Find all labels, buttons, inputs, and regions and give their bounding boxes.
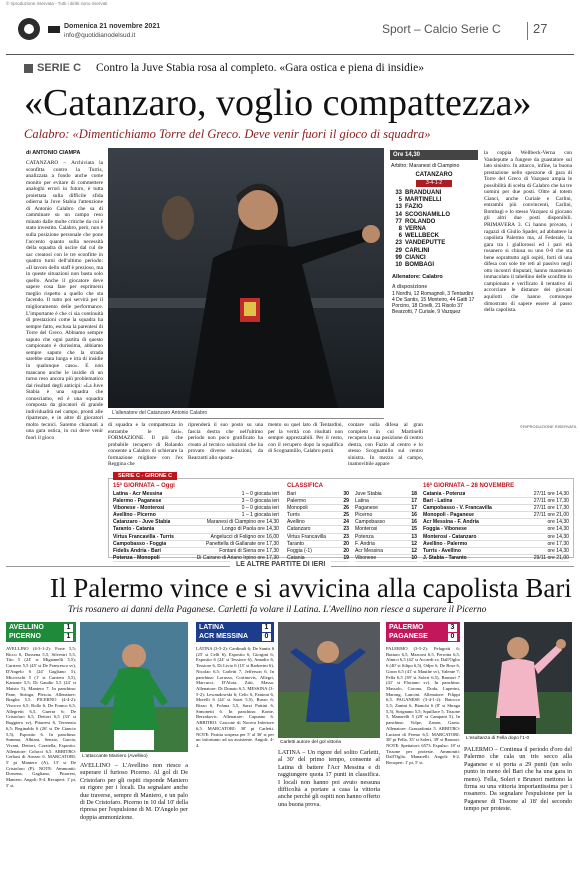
- table-row: Palermo 29: [287, 498, 349, 505]
- fixture-row: Monopoli - Paganese 27/11 ore 21,00: [423, 512, 569, 519]
- home-score: 3: [448, 624, 457, 632]
- kicker-text: Contro la Juve Stabia rosa al completo. «Gara ostica e piena di insidie»: [96, 62, 424, 74]
- fixture-row: Avellino - Picerno 1 – 1 giocata ieri: [113, 512, 279, 519]
- player-photo-image: [464, 622, 572, 734]
- fixture-row: Latina - Acr Messina 1 – 0 giocata ieri: [113, 491, 279, 497]
- away-score: 1: [64, 633, 73, 641]
- copyright-notice: © riproduzione riservata - Tutti i diritti sono riservati: [6, 1, 108, 6]
- team-label: CATANZARO: [415, 172, 453, 178]
- home-score: 1: [64, 624, 73, 632]
- fixture-row: Virtus Francavilla - Turris Angelucci di Foligno ore 16,00: [113, 533, 279, 540]
- match-text: LATINA – Un rigore del solito Carletti, al 30' del primo tempo, consente al Latina di battere l'Acr Messina e di raggiungere quota 17 punti in classifica. I locali non hanno poi avuto nessuna difficoltà a portare a casa la vittoria anche perché gli ospiti non hanno offerto una buona prova.: [278, 749, 380, 808]
- fixture-row: Potenza - Monopoli Di Cairano di Ariano Irpino ore 17,30: [113, 554, 279, 561]
- photo-caption: L'allenatore del Catanzaro Antonio Calabro: [112, 410, 208, 416]
- lineup-player: 77 ROLANDO: [395, 218, 436, 225]
- bench-list: 1 Nordhi, 12 Romagnoli, 3 Tentardini 4 De Santis, 15 Monteiro, 44 Gatti 17 Porcino, 18 Cinelli, 21 Risolo 37 Bearzotti, 7 Curiale, 9 Vazquez: [392, 291, 475, 316]
- kicker-square-icon: [24, 64, 33, 73]
- table-row: Juve Stabia 18: [355, 491, 417, 497]
- home-team: LATINA: [199, 624, 225, 631]
- issue-date: Domenica 21 novembre 2021: [64, 23, 161, 30]
- round-15-list: [113, 491, 279, 562]
- masthead: [0, 8, 580, 54]
- table-row: Monterosi 15: [355, 526, 417, 533]
- standings-box: [108, 473, 574, 561]
- article-column-4: mento su quel lato di Tentardini, per la verità con risultati non sempre apprezzabili. Per il resto, con il recupero dopo la squalifica di Scognamillo, Calabro potrà: [268, 422, 343, 455]
- league-table: [287, 491, 417, 562]
- match-report: AVELLINO (4-3-1-2): Forte 5,5; Ricco 6, Dossena 5,5, Silvestri 5,5, Tito 5 (24' st Mignanelli 5,5); Carriero 5,5 (45' st De Francesco sv), D'Angelo 6 (24' Gagliano 5), Micovschi 5 (1' st Carriero 5,5), Kanoute 5,5; Di Gaudio 5,5 (24' st Maisto 5), Maniero 7. In panchina: Pane, Stringa, Plescia. Allenatore: Braglia 5,5. PICERNO (4-4-2): Viscovo 6,5; Rollo 6, De Franco 6,5, Allegretti 6,5, Guerra 6; De Cristofaro 6,5, Dettori 6,5 (33' st Ruggiero sv), Pitarresi 6, Terrenzio 6,5; Reginaldo 6 (26' st De Ciancio 5,5), Esposito 6. In panchina: Summa, Albiani, Senzio, Garcia, Vivani, Dettori, Coratella, Esposito. Allenatore: Colucci 6,5. ARBITRO: Cerbasi di Arezzo 6. MARCATORI: 5' pt Maniero (A), 13' st De Cristofaro (P). NOTE: Ammoniti: Dossena, Gagliano, Pitarresi, Maniero. Angoli: 8-4. Recuperi: 1' pt, 5' st.: [6, 646, 76, 788]
- player-photo: [464, 622, 572, 734]
- player-photo: [278, 622, 380, 738]
- game-avellino: [6, 622, 192, 872]
- table-row: Bari 30: [287, 491, 349, 497]
- formation-label: 3-4-1-2: [416, 180, 452, 187]
- fixture-row: Foggia - Vibonese ore 14,30: [423, 526, 569, 533]
- article-column-1: CATANZARO – Archiviata la sconfitta contro la Turris, analizzata a fondo anche come monito per evitare di commettere analoghi errori in futuro, è tutta proiettata sulla difficile sfida odierna la Juve Stabia l'attenzione di Antonio Calabro che sa di camminare su un campo reso minato dalle molte critiche da cui è stato investito. Calabro, però, non è sulla posizione personale che pone l'accento quanto sulla necessità della squadra di uscire dal cul de sac creatosi con le tre sconfitte in quattro turni dell'ultimo periodo: «Il lavoro dello staff è prezioso, ma in queste situazioni non basta solo quello. Anche il giocatore deve sapere cosa fare per esprimersi meglio rispetto a quello che sta facendo. Il tutto poi servirà per il miglioramento delle performance. L'importante è che ci sia continuità di prestazioni come la squadra ha sempre fatto, esclusa la parentesi di Torre del Greco. Abbiamo sempre saputo che ogni partita di questo campionato è durissima, abbiamo sempre saputo che la strada sarebbe stata lunga e irta di insidie in qualunque caso». E non mancano anche le insidie di un turno reso ancora più problematico dai risultati degli anticipi: «La Juve Stabia è una squadra che conosciamo, ed è una squadra composta da giocatori di grande individualità nel campo, pronti alle ripartenze, e in altre di giocatori molto tecnici. Saremo chiamati a una gara ostica, in cui deve venir fuori il gioco: [26, 160, 103, 441]
- article-column-3: riprenderà il suo posto su una fascia destra che nell'ultimo periodo non poco gratificato ha creato al tecnico soluzioni che ha provato diverse soluzioni, da Bearzotti allo sposta-: [188, 422, 263, 461]
- group-band: SERIE C - GIRONE C: [113, 472, 177, 480]
- lineup-player: 23 VANDEPUTTE: [395, 240, 446, 247]
- table-row: Catanzaro 23: [287, 526, 349, 533]
- fixture-row: Taranto - Catania Longo di Paola ore 14,30: [113, 526, 279, 533]
- lineup-player: 10 BOMBAGI: [395, 262, 434, 269]
- table-header: CLASSIFICA: [287, 483, 323, 489]
- coach-photo: [108, 148, 384, 408]
- byline: di ANTONIO CIAMPA: [26, 150, 81, 156]
- lineup-player: 29 CARLINI: [395, 247, 430, 254]
- subheadline-2: Tris rosanero ai danni della Paganese. Carletti fa volare il Latina. L'Avellino non riesce a superare il Picerno: [68, 605, 487, 615]
- copyright-footer: ©RIPRODUZIONE RISERVATA: [520, 424, 577, 429]
- table-row: Vibonese 10: [355, 554, 417, 561]
- fixture-row: J. Stabia - Taranto 29/11 ore 21,00: [423, 554, 569, 561]
- kickoff-time: Ore 14,30: [390, 150, 478, 160]
- coach-photo-image: [108, 148, 384, 408]
- score-header: [386, 622, 460, 642]
- newspaper-logo-icon-inner: [24, 24, 34, 34]
- table-row: Catania 19: [287, 554, 349, 561]
- lineup-player: 5 MARTINELLI: [398, 197, 442, 204]
- match-report: PALERMO (3-5-2): Pelagotti 6; Buttaro 6,5, Marconi 6,5, Perrotta 6,5, Almici 6,5 (42' st Accardi sv, Dall'Oglio 6 (40' st Silipo 6,5), Odjer 6, De Rose 6, Giron 6,5 (41' st Mauthe sv), Valente 7; Fella 6,5 (39' st Soleri 6,5), Brunori 7 (41' st Floriano sv). In panchina: Massolo, Corona, Doda, Luperini, Marong, Lancini. Allenatore: Filippi 6,5. PAGANESE (3-4-1-2): Baiocco 5,5; Zanini 6, Bianchi 6 (8' st Sbraga 5,5), Sirignano 5,5; Squillace 5, Tissone 5, Manarelli 5 (29' st Campani 5). In panchina: Volpe, Zanon, Gaeta. Allenatore: Grassadonia 5. ARBITRO: Luciani di Fermo 6,5. MARCATORI: 38' pt Fella, 35' st Soleri, 39' st Brunori. NOTE: Spettatori: 6573. Espulso: 18' st Tissone per proteste. Ammoniti: Dall'Oglio, Manarelli. Angoli: 6-2. Recuperi: 1' pt, 5' st.: [386, 646, 460, 766]
- score-header: [196, 622, 274, 642]
- home-team: PALERMO: [389, 624, 424, 631]
- player-photo: [80, 622, 188, 752]
- fixture-row: Campobasso - V. Francavilla 27/11 ore 17,30: [423, 505, 569, 512]
- fixture-row: Turris - Avellino ore 14,30: [423, 547, 569, 554]
- table-row: Potenza 13: [355, 533, 417, 540]
- table-row: Acr Messina 12: [355, 547, 417, 554]
- lineup-list: [392, 190, 478, 269]
- fixture-row: Catania - Potenza 27/11 ore 14,30: [423, 491, 569, 497]
- game-palermo: [386, 622, 576, 872]
- match-text: PALERMO – Continua il periodo d'oro del Palermo che cala un tris secco alla Paganese e si porta a 29 punti (un solo punto in meno del Bari che ha una gara in meno). Fella, Soleri e Brunori mettono la firma su una vittoria importantissima per i rosanero. Da segnalare l'espulsione per la Paganese di Tissone al 18' del secondo tempo per proteste.: [464, 746, 572, 813]
- coach-label: Allenatore: Calabro: [392, 274, 443, 280]
- lineup-player: 33 BRANDUANI: [395, 190, 442, 196]
- referee-label: Arbitro: Maranesi di Ciampino: [391, 163, 460, 169]
- table-row: Campobasso 16: [355, 519, 417, 526]
- article-column-5: contare sulla difesa al gran completo in cui Martinelli recupera la sua posizione di centro destra, con Fazio al centro e lo stesso Scognamillo sul centro sinistra. In mezzo al campo, inamovibile appare: [348, 422, 423, 468]
- table-row: Turris 25: [287, 512, 349, 519]
- table-row: Picerno 16: [355, 512, 417, 519]
- away-score: 0: [262, 633, 271, 641]
- photo-caption: L'esultanza di Fella dopo l'1-0: [466, 736, 530, 741]
- away-score: 0: [448, 633, 457, 641]
- game-latina: [196, 622, 382, 872]
- table-row: Virtus Francavilla 23: [287, 533, 349, 540]
- page-number: 27: [533, 21, 548, 36]
- headline-2: Il Palermo vince e si avvicina alla capolista Bari: [50, 573, 572, 603]
- player-photo-image: [80, 622, 188, 752]
- round-16-list: [423, 491, 569, 562]
- round-16-header: 16ª GIORNATA – 28 NOVEMBRE: [423, 483, 515, 489]
- lineup-player: 6 WELLBECK: [398, 233, 439, 240]
- fixture-row: Monterosi - Catanzaro ore 14,30: [423, 533, 569, 540]
- home-team: AVELLINO: [9, 624, 44, 631]
- fixture-row: Fidelis Andria - Bari Fontani di Siena ore 17,30: [113, 547, 279, 554]
- photo-caption: L'attaccante Maniero (Avellino): [82, 754, 148, 759]
- lineup-player: 8 VERNA: [398, 226, 427, 233]
- lineup-player: 99 CIANCI: [395, 254, 426, 261]
- article-right-column: la coppia Wellbeck-Verna con Vandeputte a fungere da guastatore sul lato sinistro. In attacco, infine, la buona prestazione nello spezzone di gara di Torre del Greco di Vazquez ampia le possibilità di scelta di Calabro che ha tre uomini per due posti. Oltre al totem Cianci, anche Curiale e Carlini, entrambi più convincenti, Carlini, Bombagi e lo stesso Vazquez si giocano gli altri due posti disponibili. PRIMAVERA 3. Ci hanno provato, i ragazzi di Giulio Spader, ad abbattere la capolista Palermo ma, al Federale, la gara tra i giallorossi ed i pari età rosanero si chiusa su uno 0-0 che sta bene soprattutto agli ospiti, forti di una difesa con sole tre reti al passivo negli otto incontri disputati, hanno mantenuto immacolato il tabellino delle sconfitte in campionato e verificato il tentativo di accorciare le distanze dei giovani aquilotti che hanno comunque dimostrato di sapere essere al passo della capolista.: [484, 150, 572, 314]
- lineup-player: 13 FAZIO: [395, 204, 423, 211]
- table-row: Taranto 20: [287, 540, 349, 547]
- article-column-2: di squadra e la compattezza in entrambe le fasi». FORMAZIONE. Il più che probabile recupero di Rolando consente a Calabro di schierare la formazione migliore con l'ex Reggina che: [108, 422, 183, 468]
- table-row: Foggia (-1) 20: [287, 547, 349, 554]
- table-row: Avellino 24: [287, 519, 349, 526]
- lineup-player: 14 SCOGNAMILLO: [395, 211, 450, 218]
- match-report: LATINA (3-5-2): Cardinali 6; De Santis 6 (25' st Celli 6), Esposito 6, Giorgini 6; Esposito 6 (24' st Tessiore 6), Amadio 6, Tessiore 6, Di Livio 6 (15' st Barberini 6), Nicolao 6,5; Carletti 7, Jefferson 6. In panchina: Lorusso, Cortinovis, Allegri, Marcucci, D'Aloia, Zitti, Massa. Allenatore: Di Donato 6,5. MESSINA (3-5-2): Lewandowski 6; Celic 6, Fantoni 6, Morelli 6 (24' st Sarzi 5,5), Russo 6; Rizzo 6, Fofana 5,5, Sarzi Puttini 6, Simonetti 6. In panchina: Konte, Berzakovic. Allenatore: Capuano 6. ARBITRO: Cascone di Nocera Inferiore 6,5. MARCATORI: 30' pt Carletti. NOTE: Partita sospesa per 5' al 36' st per un infortunio ad un assistente. Angoli: 4-4.: [196, 646, 274, 748]
- fixture-row: Acr Messina - F. Andria ore 14,30: [423, 519, 569, 526]
- fixture-row: Vibonese - Monterosi 0 – 0 giocata ieri: [113, 505, 279, 512]
- fixture-row: Avellino - Palermo ore 17,30: [423, 540, 569, 547]
- section-label: Sport – Calcio Serie C: [382, 22, 501, 36]
- table-row: Monopoli 26: [287, 505, 349, 512]
- table-row: Paganese 17: [355, 505, 417, 512]
- table-row: Latina 17: [355, 498, 417, 505]
- kicker: [24, 62, 574, 78]
- subheadline: Calabro: «Dimentichiamo Torre del Greco. Deve venir fuori il gioco di squadra»: [24, 127, 431, 141]
- fixture-row: Palermo - Paganese 3 – 0 giocata ieri: [113, 498, 279, 505]
- match-text: AVELLINO – L'Avellino non riesce a superare il furioso Picerno. Al gol di De Cristofaro per gli ospiti risponde Maniero su rigore per i locali. Da segnalare anche due traverse, sempre di Maniero, e un palo di De Cristofaro. Picerno in 10 dal 10' della ripresa per l'espulsione di M. D'Angelo per doppia ammonizione.: [80, 762, 188, 821]
- bench-label: A disposizione: [392, 284, 428, 290]
- away-team: ACR MESSINA: [199, 633, 249, 640]
- fixture-row: Campobasso - Foggia Panettella di Gallarate ore 17,30: [113, 540, 279, 547]
- score-header: [6, 622, 76, 642]
- away-team: PAGANESE: [389, 633, 428, 640]
- fixture-row: Bari - Latina 27/11 ore 17,30: [423, 498, 569, 505]
- kicker-tag: SERIE C: [37, 62, 82, 74]
- page-title: «Catanzaro, voglio compattezza»: [24, 82, 532, 124]
- photo-caption: Carletti autore del gol vittoria: [280, 740, 342, 745]
- away-team: PICERNO: [9, 633, 41, 640]
- fixture-row: Catanzaro - Juve Stabia Maranesi di Ciampino ore 14,30: [113, 519, 279, 526]
- round-15-header: 15ª GIORNATA – Oggi: [113, 483, 175, 489]
- home-score: 1: [262, 624, 271, 632]
- contact-email: info@quotidianodelsud.it: [64, 32, 136, 39]
- player-photo-image: [278, 622, 380, 738]
- match-box: [390, 150, 478, 420]
- section-band: LE ALTRE PARTITE DI IERI: [230, 561, 331, 568]
- table-row: F. Andria 12: [355, 540, 417, 547]
